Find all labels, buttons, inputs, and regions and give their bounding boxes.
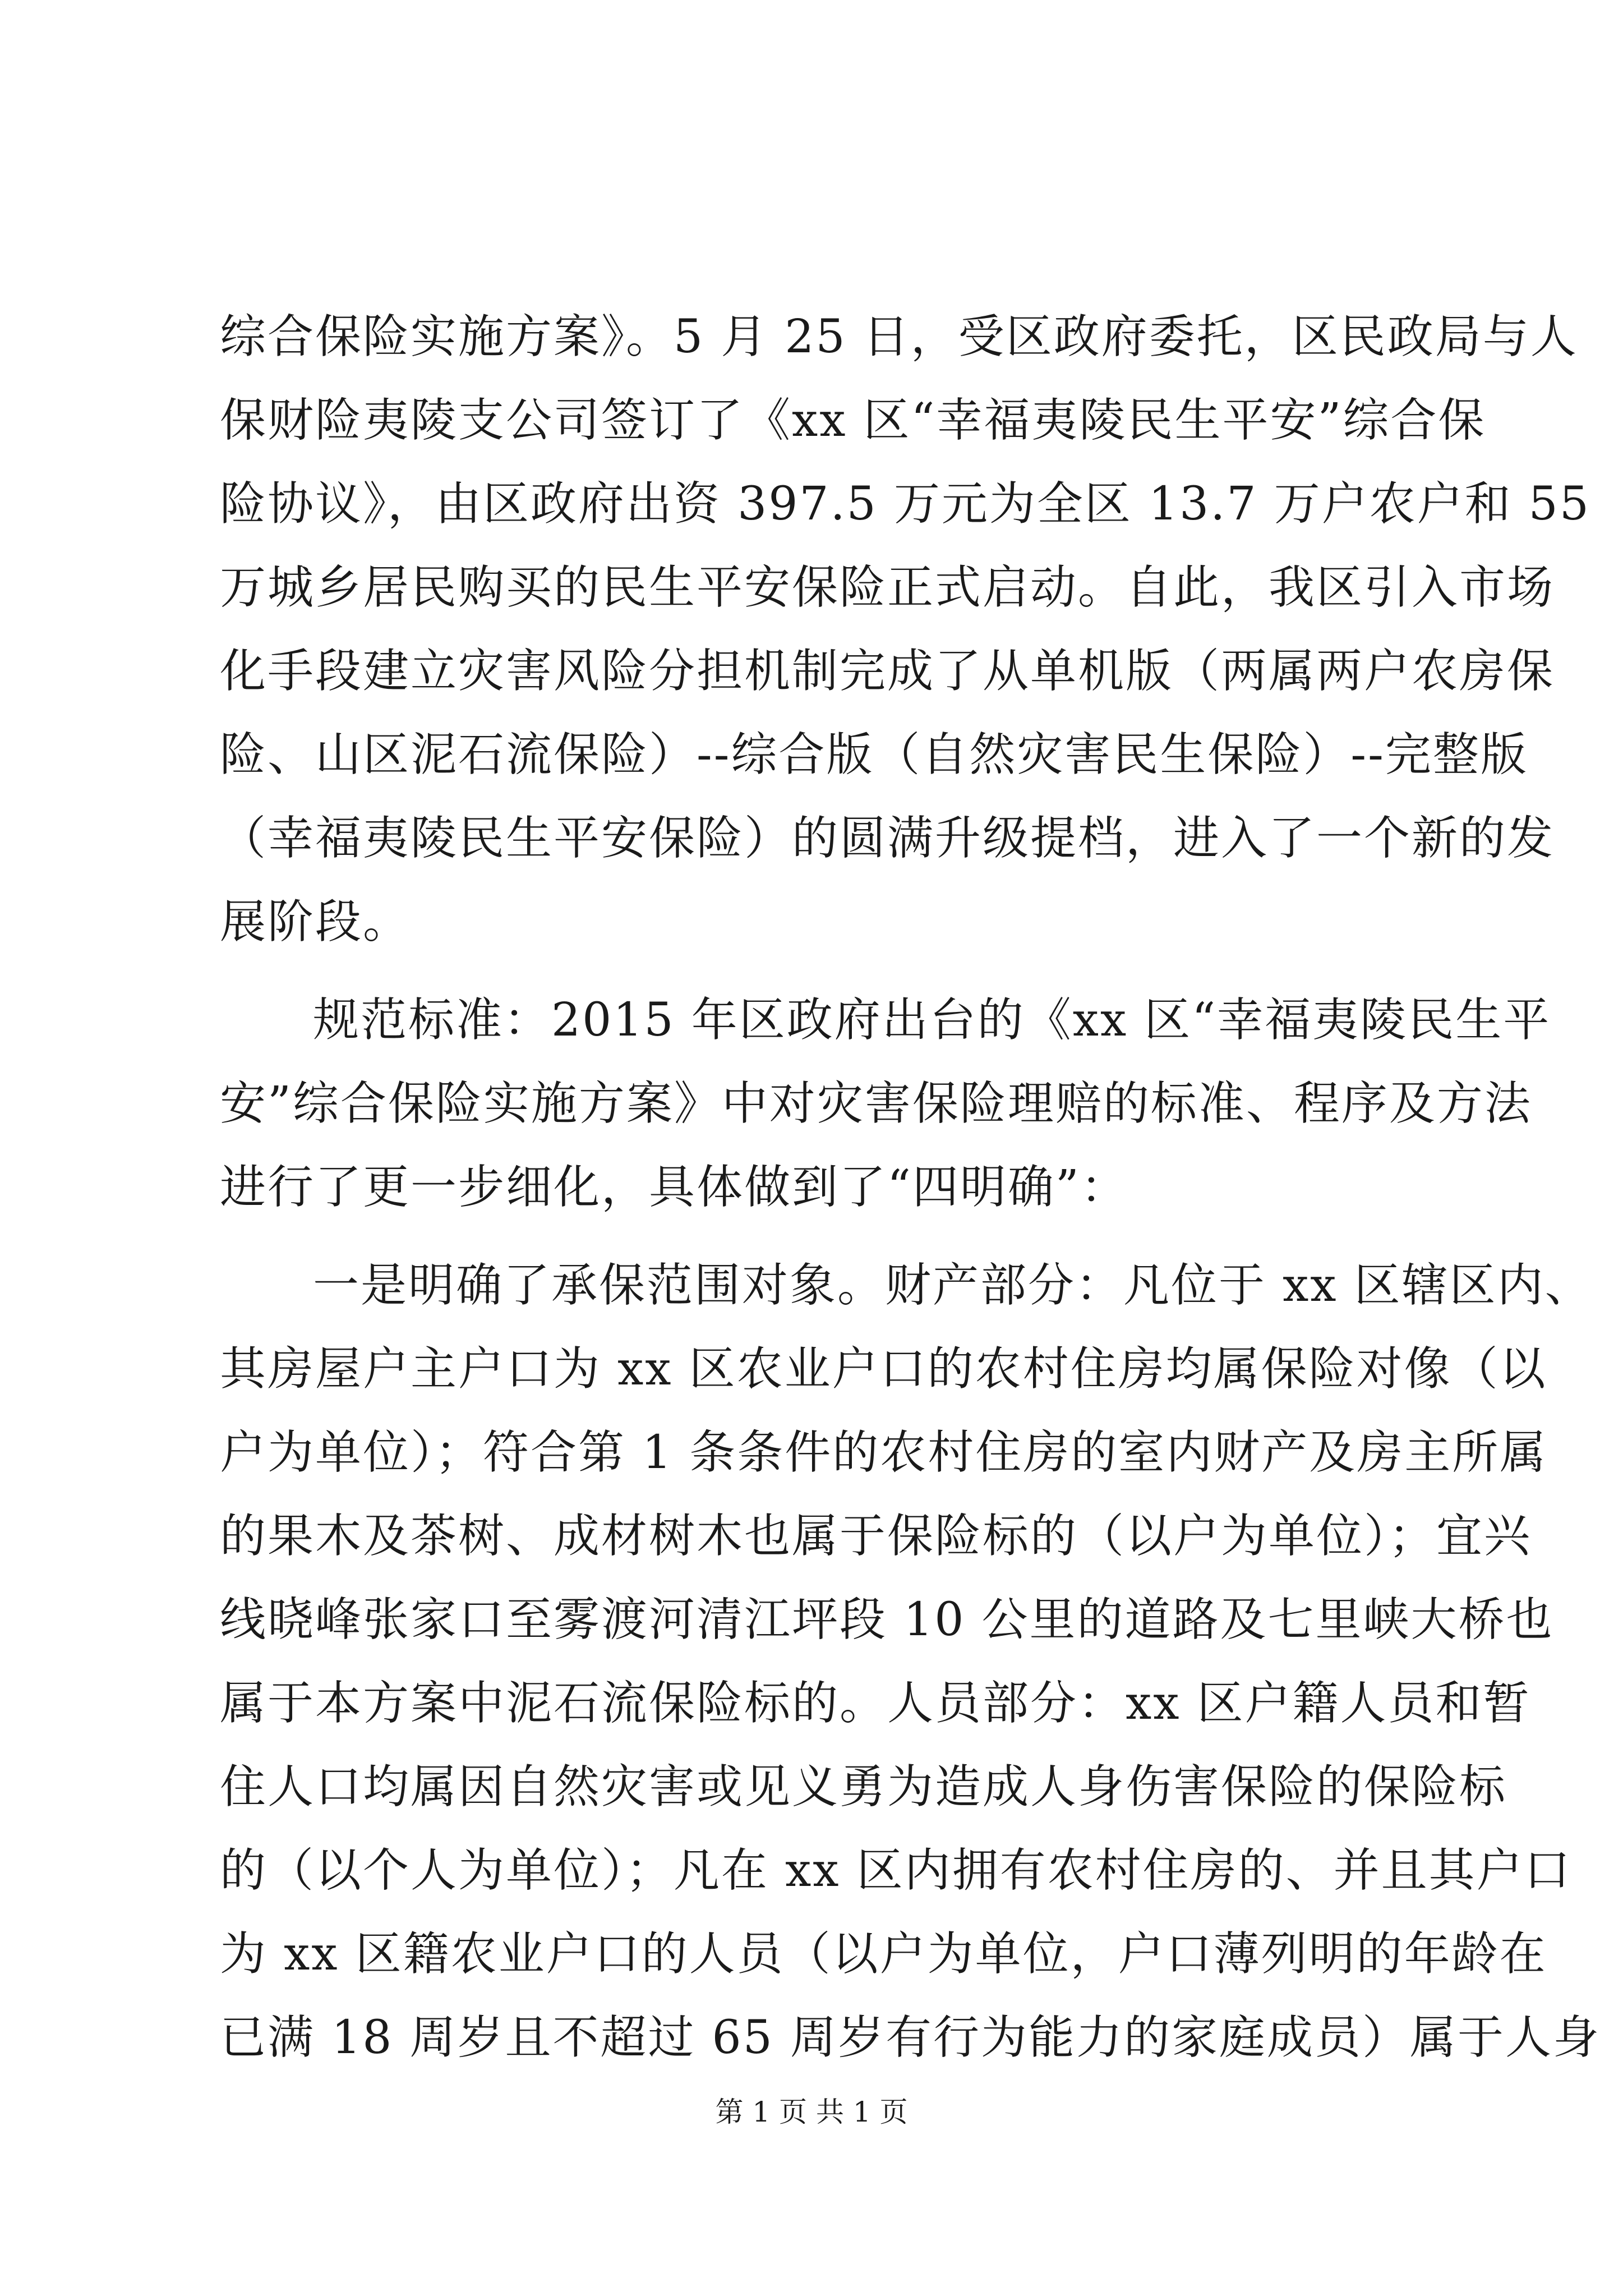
text-line: 险、山区泥石流保险）--综合版（自然灾害民生保险）--完整版 bbox=[220, 728, 1528, 781]
text-line: （幸福夷陵民生平安保险）的圆满升级提档，进入了一个新的发 bbox=[220, 812, 1555, 865]
text-line: 一是明确了承保范围对象。财产部分：凡位于 xx 区辖区内、 bbox=[313, 1259, 1593, 1312]
text-line: 险协议》，由区政府出资 397.5 万元为全区 13.7 万户农户和 55 bbox=[220, 477, 1590, 531]
text-line: 已满 18 周岁且不超过 65 周岁有行为能力的家庭成员）属于人身 bbox=[220, 2011, 1601, 2064]
text-line: 的（以个人为单位）；凡在 xx 区内拥有农村住房的、并且其户口 bbox=[220, 1844, 1572, 1897]
text-line: 安”综合保险实施方案》中对灾害保险理赔的标准、程序及方法 bbox=[220, 1077, 1532, 1130]
text-line: 展阶段。 bbox=[220, 895, 411, 949]
document-body bbox=[220, 295, 1601, 2079]
paragraph bbox=[220, 978, 1551, 1229]
paragraph bbox=[220, 1244, 1601, 2079]
text-line: 线晓峰张家口至雾渡河清江坪段 10 公里的道路及七里峡大桥也 bbox=[220, 1593, 1554, 1646]
text-line: 户为单位）；符合第 1 条条件的农村住房的室内财产及房主所属 bbox=[220, 1426, 1548, 1479]
text-line: 规范标准：2015 年区政府出台的《xx 区“幸福夷陵民生平 bbox=[313, 993, 1551, 1047]
text-line: 其房屋户主户口为 xx 区农业户口的农村住房均属保险对像（以 bbox=[220, 1342, 1547, 1396]
paragraph bbox=[220, 295, 1590, 964]
text-line: 属于本方案中泥石流保险标的。人员部分：xx 区户籍人员和暂 bbox=[220, 1677, 1531, 1730]
text-line: 化手段建立灾害风险分担机制完成了从单机版（两属两户农房保 bbox=[220, 645, 1555, 698]
text-line: 的果木及茶树、成材树木也属于保险标的（以户为单位）；宜兴 bbox=[220, 1510, 1532, 1563]
text-line: 为 xx 区籍农业户口的人员（以户为单位，户口薄列明的年龄在 bbox=[220, 1927, 1547, 1981]
text-line: 万城乡居民购买的民生平安保险正式启动。自此，我区引入市场 bbox=[220, 561, 1555, 614]
paragraph-gap bbox=[220, 1229, 1414, 1244]
text-line: 进行了更一步细化，具体做到了“四明确”： bbox=[220, 1161, 1128, 1214]
page-footer: 第 1 页 共 1 页 bbox=[715, 2096, 908, 2128]
text-line: 综合保险实施方案》。5 月 25 日，受区政府委托，区民政局与人 bbox=[220, 310, 1578, 364]
paragraph-gap bbox=[220, 964, 1414, 978]
text-line: 住人口均属因自然灾害或见义勇为造成人身伤害保险的保险标 bbox=[220, 1760, 1507, 1814]
text-line: 保财险夷陵支公司签订了《xx 区“幸福夷陵民生平安”综合保 bbox=[220, 394, 1486, 447]
